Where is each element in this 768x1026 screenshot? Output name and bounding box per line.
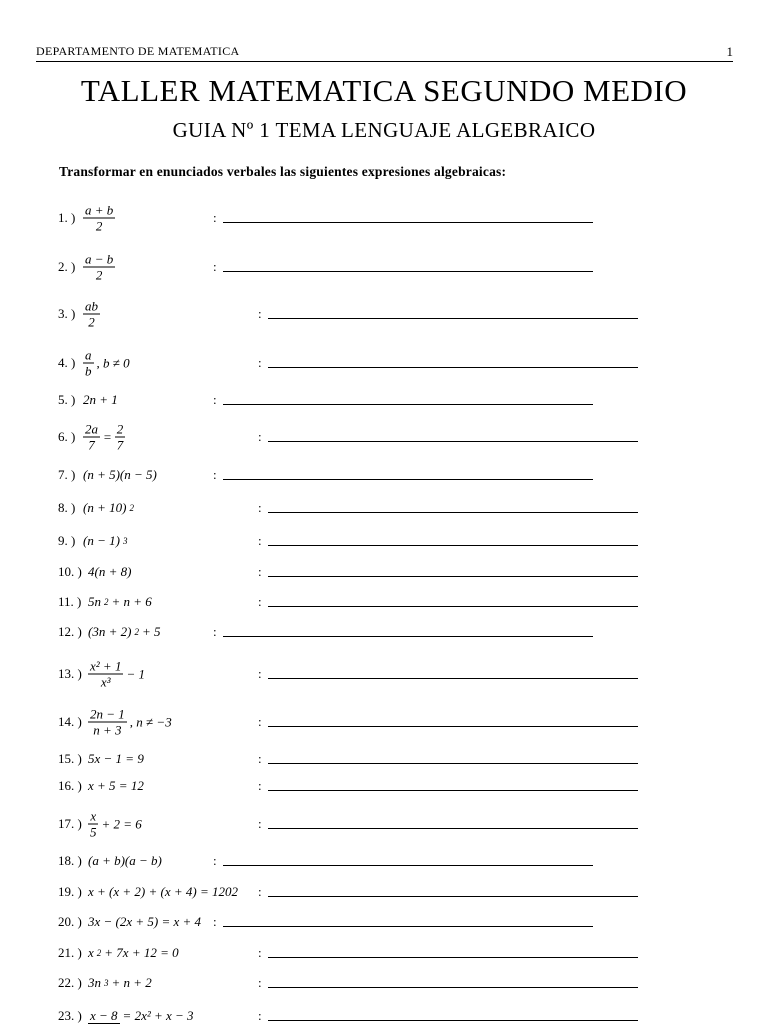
- math-expression: [83, 299, 100, 330]
- exercise-number: 8. ): [58, 500, 76, 515]
- answer-line[interactable]: [268, 576, 638, 577]
- expression-text: (n + 5)(n − 5): [83, 467, 157, 482]
- expression-text: (a + b)(a − b): [88, 853, 162, 868]
- equals-sign: =: [103, 429, 112, 444]
- colon: :: [258, 666, 262, 681]
- fraction: [88, 707, 127, 738]
- math-expression: [83, 203, 115, 234]
- exercise-item: [58, 912, 718, 932]
- fraction: [88, 809, 99, 840]
- colon: :: [258, 816, 262, 831]
- fraction: [83, 299, 100, 330]
- answer-line[interactable]: [223, 926, 593, 927]
- colon: :: [258, 975, 262, 990]
- fraction-denominator: 7: [116, 437, 124, 453]
- fraction-numerator: 2: [116, 421, 124, 437]
- exercise-number: 19. ): [58, 884, 82, 899]
- colon: :: [213, 914, 217, 929]
- fraction-denominator: 5: [90, 824, 97, 840]
- exercise-number: 16. ): [58, 778, 82, 793]
- exercise-number: 4. ): [58, 355, 76, 370]
- expression-tail: + 5: [141, 624, 161, 639]
- exercise-item: [58, 498, 718, 518]
- expression-tail: + 7x + 12 = 0: [104, 945, 179, 960]
- page-title: TALLER MATEMATICA SEGUNDO MEDIO: [80, 73, 688, 108]
- answer-line[interactable]: [268, 790, 638, 791]
- math-expression: (n − 1) 3: [83, 531, 127, 551]
- page-subtitle: GUIA Nº 1 TEMA LENGUAJE ALGEBRAICO: [172, 118, 596, 142]
- math-expression: [88, 1006, 194, 1026]
- colon: :: [258, 778, 262, 793]
- exercise-item: [58, 706, 718, 738]
- colon: :: [258, 1008, 262, 1023]
- answer-line[interactable]: [223, 271, 593, 272]
- page-number: 1: [726, 44, 733, 59]
- exercise-number: 12. ): [58, 624, 82, 639]
- colon: :: [213, 624, 217, 639]
- exercise-number: 3. ): [58, 306, 76, 321]
- exercise-number: 1. ): [58, 210, 76, 225]
- expression-text: x + 5 = 12: [88, 778, 144, 793]
- colon: :: [213, 259, 217, 274]
- colon: :: [258, 564, 262, 579]
- exercise-item: [58, 592, 718, 612]
- exercise-item: [58, 251, 718, 283]
- exercise-number: 14. ): [58, 714, 82, 729]
- expression-tail: − 1: [126, 666, 145, 681]
- math-expression: [88, 659, 145, 690]
- colon: :: [258, 355, 262, 370]
- fraction-denominator: x³: [100, 674, 111, 690]
- exercise-item: [58, 421, 718, 453]
- answer-line[interactable]: [268, 987, 638, 988]
- fraction-denominator: b: [85, 363, 92, 379]
- colon: :: [213, 210, 217, 225]
- exercise-number: 22. ): [58, 975, 82, 990]
- exercise-item: [58, 973, 718, 993]
- answer-line[interactable]: [268, 1020, 638, 1021]
- exercise-item: [58, 658, 718, 690]
- exercise-number: 13. ): [58, 666, 82, 681]
- expression-text: 3x − (2x + 5) = x + 4: [88, 914, 202, 929]
- colon: :: [258, 306, 262, 321]
- exercise-item: [58, 562, 718, 582]
- fraction-denominator: 2: [95, 267, 103, 283]
- exercise-item: [58, 298, 718, 330]
- answer-line[interactable]: [268, 367, 638, 368]
- answer-line[interactable]: [268, 828, 638, 829]
- answer-line[interactable]: [223, 404, 593, 405]
- math-expression: [83, 465, 157, 485]
- expression-text: 2n + 1: [83, 392, 118, 407]
- fraction-denominator: 2: [88, 314, 95, 330]
- exercise-item: [58, 776, 718, 796]
- answer-line[interactable]: [268, 726, 638, 727]
- answer-line[interactable]: [268, 512, 638, 513]
- page-header: [36, 44, 733, 62]
- exercise-item: [58, 749, 718, 769]
- answer-line[interactable]: [268, 896, 638, 897]
- fraction-numerator: x² + 1: [90, 658, 122, 674]
- colon: :: [213, 467, 217, 482]
- colon: :: [258, 884, 262, 899]
- exercise-number: 2. ): [58, 259, 76, 274]
- colon: :: [213, 392, 217, 407]
- exercise-number: 18. ): [58, 853, 82, 868]
- exercise-item: [58, 851, 718, 871]
- expression-text: (3n + 2): [88, 624, 132, 639]
- exercise-item: [58, 622, 718, 642]
- exercise-number: 20. ): [58, 914, 82, 929]
- expression-tail: + 2 = 6: [101, 816, 142, 831]
- exercise-item: [58, 390, 718, 410]
- math-expression: 3n 3 + n + 2: [88, 973, 152, 993]
- exercise-number: 11. ): [58, 594, 82, 609]
- fraction-numerator: a + b: [85, 202, 114, 218]
- expression-tail: + n + 6: [111, 594, 152, 609]
- expression-text: 5n: [88, 594, 101, 609]
- expression-text: (n − 1): [83, 533, 120, 548]
- exercise-number: 9. ): [58, 533, 76, 548]
- fraction: [83, 203, 115, 234]
- expression-text: x: [88, 945, 94, 960]
- exercise-number: 23. ): [58, 1008, 82, 1023]
- colon: :: [258, 533, 262, 548]
- colon: :: [258, 594, 262, 609]
- expression-tail: , b ≠ 0: [96, 355, 130, 370]
- exercise-number: 5. ): [58, 392, 76, 407]
- fraction: [83, 252, 115, 283]
- answer-line[interactable]: [268, 545, 638, 546]
- fraction-numerator: a: [85, 347, 92, 363]
- instructions: Transformar en enunciados verbales las siguientes expresiones algebraicas:: [59, 164, 507, 179]
- fraction-numerator: ab: [85, 298, 98, 314]
- exercise-number: 21. ): [58, 945, 82, 960]
- exercise-item: [58, 882, 718, 902]
- fraction-numerator: a − b: [85, 251, 114, 267]
- fraction: [115, 422, 126, 453]
- colon: :: [258, 751, 262, 766]
- colon: :: [258, 714, 262, 729]
- math-expression: [88, 851, 162, 871]
- fraction-numerator: x − 8: [90, 1008, 118, 1023]
- exercise-item: [58, 808, 718, 840]
- answer-line[interactable]: [268, 318, 638, 319]
- fraction: [88, 659, 123, 690]
- fraction-denominator: 7: [88, 437, 95, 453]
- fraction: [88, 1008, 120, 1024]
- math-expression: (n + 10) 2: [83, 498, 134, 518]
- exercise-number: 7. ): [58, 467, 76, 482]
- answer-line[interactable]: [268, 763, 638, 764]
- math-expression: [88, 749, 144, 769]
- math-expression: (3n + 2) 2 + 5: [88, 622, 160, 642]
- exercise-item: [58, 531, 718, 551]
- math-expression: 5n 2 + n + 6: [88, 592, 152, 612]
- fraction: [83, 348, 94, 379]
- math-expression: [83, 252, 115, 283]
- exercise-number: 17. ): [58, 816, 82, 831]
- exercise-number: 10. ): [58, 564, 82, 579]
- fraction-numerator: 2n − 1: [90, 706, 125, 722]
- fraction: [83, 422, 100, 453]
- expression-tail: = 2x² + x − 3: [122, 1008, 194, 1023]
- colon: :: [258, 945, 262, 960]
- answer-line[interactable]: [223, 222, 593, 223]
- math-expression: [88, 809, 142, 840]
- math-expression: [88, 707, 172, 738]
- expression-tail: + n + 2: [111, 975, 152, 990]
- expression-text: 4(n + 8): [88, 564, 132, 579]
- exercise-item: [58, 202, 718, 234]
- expression-text: x + (x + 2) + (x + 4) = 1202: [88, 884, 238, 899]
- exercise-number: 6. ): [58, 429, 76, 444]
- fraction-numerator: x: [90, 808, 97, 824]
- expression-text: (n + 10): [83, 500, 127, 515]
- expression-tail: , n ≠ −3: [129, 714, 172, 729]
- exercise-item: [58, 1006, 718, 1026]
- fraction-denominator: n + 3: [93, 722, 122, 738]
- math-expression: [88, 562, 131, 582]
- fraction-numerator: 2a: [85, 421, 98, 437]
- exercise-number: 15. ): [58, 751, 82, 766]
- math-expression: [88, 776, 144, 796]
- colon: :: [213, 853, 217, 868]
- exercise-item: [58, 943, 718, 963]
- answer-line[interactable]: [223, 865, 593, 866]
- expression-text: 5x − 1 = 9: [88, 751, 144, 766]
- colon: :: [258, 429, 262, 444]
- expression-text: 3n: [88, 975, 101, 990]
- answer-line[interactable]: [223, 479, 593, 480]
- math-expression: [83, 390, 118, 410]
- math-expression: [83, 422, 125, 453]
- answer-line[interactable]: [268, 606, 638, 607]
- math-expression: [88, 882, 238, 902]
- exercise-item: [58, 465, 718, 485]
- answer-line[interactable]: [268, 957, 638, 958]
- department-name: DEPARTAMENTO DE MATEMATICA: [36, 44, 240, 58]
- math-expression: [88, 912, 201, 932]
- colon: :: [258, 500, 262, 515]
- answer-line[interactable]: [223, 636, 593, 637]
- answer-line[interactable]: [268, 441, 638, 442]
- fraction-denominator: 2: [95, 218, 103, 234]
- math-expression: x 2 + 7x + 12 = 0: [88, 943, 179, 963]
- exercise-item: [58, 347, 718, 379]
- answer-line[interactable]: [268, 678, 638, 679]
- math-expression: [83, 348, 130, 379]
